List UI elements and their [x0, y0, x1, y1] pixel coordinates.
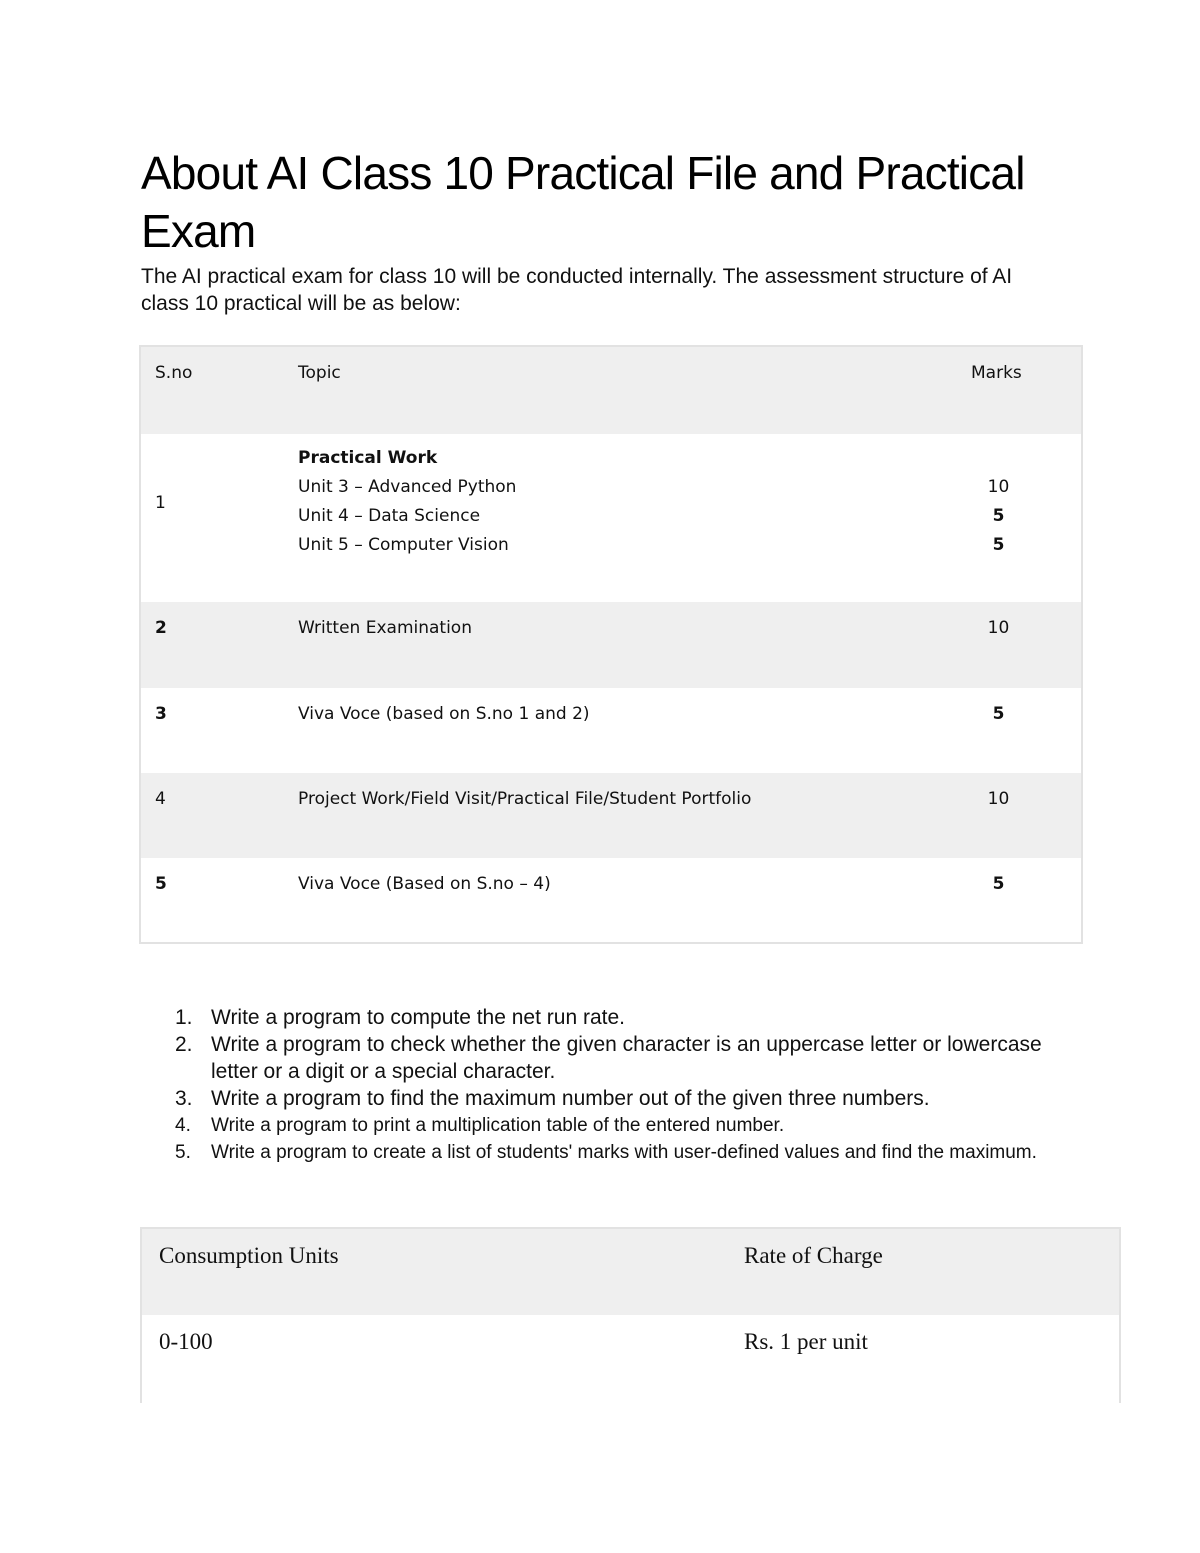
list-item: [141, 1031, 1061, 1085]
list-number: 5.: [175, 1142, 191, 1163]
row-marks: 10: [987, 618, 1010, 638]
table-row: [141, 773, 1081, 858]
topic-line: Unit 4 – Data Science: [298, 506, 481, 526]
page-title: About AI Class 10 Practical File and Practical Exam: [141, 147, 1025, 257]
header-marks: Marks: [971, 363, 1022, 383]
assessment-table: [139, 345, 1083, 944]
row-rate: Rs. 1 per unit: [744, 1329, 868, 1354]
header-rate: Rate of Charge: [744, 1243, 883, 1268]
header-sno: S.no: [155, 363, 193, 383]
list-item: [141, 1004, 1061, 1031]
table-header-row: [141, 347, 1081, 434]
list-item: [141, 1139, 1061, 1166]
list-text: Write a program to compute the net run rate.: [211, 1006, 625, 1029]
intro-paragraph: The AI practical exam for class 10 will be conducted internally. The assessment structure of AI class 10 practical will be as below:: [141, 265, 1013, 315]
table-row: [141, 688, 1081, 773]
row-sno: 2: [155, 618, 167, 638]
table-row: [141, 858, 1081, 942]
row-marks: 5: [992, 874, 1005, 894]
header-units: Consumption Units: [159, 1243, 339, 1268]
marks-value: 5: [992, 535, 1005, 555]
row-topic: Viva Voce (based on S.no 1 and 2): [298, 704, 590, 724]
row-sno: 5: [155, 874, 167, 894]
header-topic: Topic: [298, 363, 341, 383]
table-row: [141, 602, 1081, 688]
table-row: [141, 434, 1081, 602]
topic-line: Unit 3 – Advanced Python: [298, 477, 517, 497]
row-topic: Written Examination: [298, 618, 472, 638]
marks-value: 10: [987, 477, 1010, 497]
list-number: 4.: [175, 1115, 191, 1136]
list-text: Write a program to find the maximum number out of the given three numbers.: [211, 1087, 930, 1110]
list-text: Write a program to create a list of students' marks with user-defined values and find the maximum.: [211, 1142, 1037, 1163]
marks-value: 5: [992, 506, 1005, 526]
row-topic: Viva Voce (Based on S.no – 4): [298, 874, 551, 894]
list-item: [141, 1112, 1061, 1139]
list-number: 1.: [175, 1006, 193, 1029]
program-list: [141, 1004, 1061, 1166]
topic-heading: Practical Work: [298, 448, 438, 468]
row-units: 0-100: [159, 1329, 213, 1354]
row-marks: [971, 473, 1026, 560]
list-item: [141, 1085, 1061, 1112]
row-topic: [298, 444, 516, 560]
row-topic: Project Work/Field Visit/Practical File/Student Portfolio: [298, 789, 752, 809]
topic-line: Unit 5 – Computer Vision: [298, 535, 509, 555]
list-text: Write a program to print a multiplication table of the entered number.: [211, 1115, 785, 1136]
list-number: 2.: [175, 1033, 193, 1056]
list-text: Write a program to check whether the given character is an uppercase letter or lowercase letter or a digit or a special character.: [211, 1033, 1042, 1083]
row-sno: 3: [155, 704, 167, 724]
rate-table: [140, 1227, 1121, 1403]
row-sno: 4: [155, 789, 166, 809]
row-sno: 1: [155, 493, 166, 513]
table-row: [142, 1315, 1119, 1401]
row-marks: 10: [987, 789, 1010, 809]
table-header-row: [142, 1229, 1119, 1315]
row-marks: 5: [992, 704, 1005, 724]
list-number: 3.: [175, 1087, 193, 1110]
